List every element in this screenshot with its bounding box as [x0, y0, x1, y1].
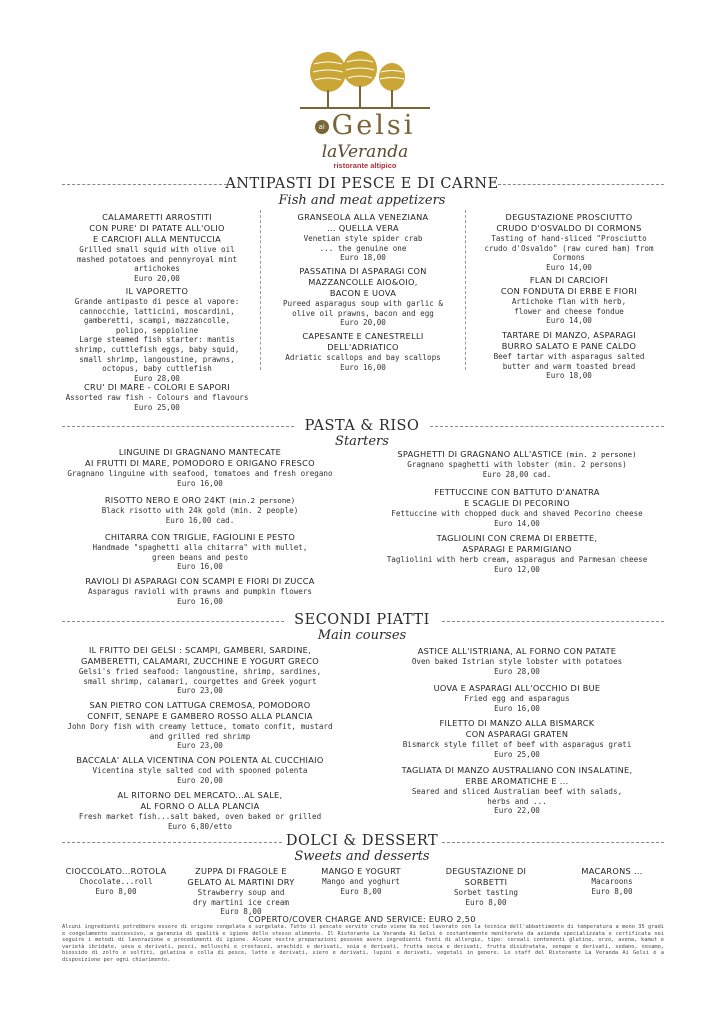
- item-desc: Artichoke flan with herb, flower and cheese fondue: [511, 297, 627, 316]
- section-subtitle-secondi: Main courses: [317, 628, 407, 643]
- allergen-notice: Alcuni ingredienti potrebbero essere di origine congelata o surgelata. Tutto il pescato servito crudo viene da noi lavorato con la tecnica dell'abbattimento di temperatura a meno 35 gradi e congelamento successivo, a garanzia di qualità e igiene dello stesso alimento. Il Ristorante La Veranda Ai Gelsi è costantemente monitorato da azienda specializzata e certificata nei seguire i metodi di lavorazione e procedimenti di igiene. Alcune nostre preparazioni possono avere ingredienti fonti di allergie, tipo: cereali contenenti glutine, orzo, avena, kamut e varietà ibridate, uova e derivati, pesci, molluschi e crostacei, arachidi e derivati, soia e derivati, frutta secca e derivati, frutta disidratata, senape e derivati, sedano, sesamo, biossido di zolfo e solfiti, gelatina e colla di pesce, latte e derivati, siero e derivati, lupini e derivati, vegetali in genere. Lo staff del Ristorante La Veranda Ai Gelsi è a disposizione per ogni chiarimento.: [62, 924, 664, 963]
- item-price: Euro 18,00: [340, 253, 386, 263]
- item-name: CRU' DI MARE - COLORI E SAPORI: [83, 382, 231, 392]
- item-price: Euro 16,00: [177, 562, 223, 572]
- section-title-antipasti: ANTIPASTI DI PESCE E DI CARNE: [225, 176, 499, 192]
- menu-item: [362, 683, 672, 713]
- item-price: Euro 28,00 cad.: [482, 469, 552, 479]
- section-title-dolci: DOLCI & DESSERT: [285, 833, 439, 849]
- item-name: IL FRITTO DEI GELSI : SCAMPI, GAMBERI, SARDINE, GAMBERETTI, CALAMARI, ZUCCHINE E YOGURT GRECO: [81, 645, 319, 666]
- item-name: FETTUCCINE CON BATTUTO D'ANATRA E SCAGLIE DI PECORINO: [434, 487, 600, 508]
- item-name: CHITARRA CON TRIGLIE, FAGIOLINI E PESTO: [104, 532, 296, 542]
- item-price: Euro 14,00: [494, 518, 540, 528]
- item-price: Euro 8,00: [95, 886, 137, 896]
- section-subtitle-dolci: Sweets and desserts: [294, 849, 430, 864]
- item-name: TARTARE DI MANZO, ASPARAGI BURRO SALATO E PANE CALDO: [501, 330, 637, 351]
- brand-prefix: ai: [315, 120, 329, 134]
- item-desc: Fried egg and asparagus: [464, 694, 570, 703]
- item-price: Euro 14,00: [546, 262, 592, 272]
- dessert-item: [416, 866, 556, 907]
- item-price: Euro 16,00: [340, 362, 386, 372]
- section-title-pasta: PASTA & RISO: [304, 418, 420, 434]
- dessert-item: [306, 866, 416, 896]
- menu-item: [40, 755, 360, 785]
- menu-item: [50, 645, 350, 696]
- item-name: TAGLIOLINI CON CREMA DI ERBETTE, ASPARAGI E PARMIGIANO: [436, 533, 598, 554]
- item-desc: Sorbet tasting: [453, 888, 518, 897]
- item-price: Euro 25,00: [134, 402, 180, 412]
- brand-tagline: ristorante altipico: [333, 161, 397, 170]
- item-name: MANGO E YOGURT: [321, 866, 401, 876]
- item-desc: Grilled small squid with olive oil mashed potatoes and pennyroyal mint artichokes: [76, 245, 237, 274]
- item-price: Euro 8,00: [591, 886, 633, 896]
- item-name: FLAN DI CARCIOFI CON FONDUTA DI ERBE E FIORI: [500, 275, 638, 296]
- item-name: ASTICE ALL'ISTRIANA, AL FORNO CON PATATE: [417, 646, 617, 656]
- item-desc: Pureed asparagus soup with garlic & olive oil prawns, bacon and egg: [282, 299, 443, 318]
- item-price: Euro 14,00: [546, 316, 592, 326]
- item-note: (min. 2 persone): [565, 450, 637, 459]
- item-name: LINGUINE DI GRAGNANO MANTECATE AI FRUTTI DI MARE, POMODORO E ORIGANO FRESCO: [85, 447, 315, 468]
- menu-item: [466, 212, 672, 272]
- item-name: GRANSEOLA ALLA VENEZIANA ... QUELLA VERA: [297, 212, 429, 233]
- item-price: Euro 16,00: [177, 478, 223, 488]
- item-desc: Tagliolini with herb cream, asparagus and Parmesan cheese: [386, 555, 648, 564]
- item-desc: Beef tartar with asparagus salted butter and warm toasted bread: [493, 352, 645, 371]
- menu-item: [466, 330, 672, 381]
- item-desc: Oven baked Istrian style lobster with potatoes: [411, 657, 623, 666]
- item-name: BACCALA' ALLA VICENTINA CON POLENTA AL CUCCHIAIO: [76, 755, 324, 765]
- dessert-item: [56, 866, 176, 896]
- item-price: Euro 23,00: [177, 741, 223, 751]
- item-price: Euro 6,80/etto: [167, 821, 232, 831]
- item-price: Euro 20,00: [134, 273, 180, 283]
- restaurant-logo: [300, 50, 430, 168]
- brand-name: ai Gelsi: [300, 110, 430, 141]
- item-desc: Gragnano linguine with seafood, tomatoes and fresh oregano: [67, 469, 333, 478]
- item-desc: Adriatic scallops and bay scallops: [285, 353, 441, 362]
- item-name: RISOTTO NERO E ORO 24KT (min.2 persone): [104, 495, 296, 505]
- item-price: Euro 28,00: [494, 666, 540, 676]
- item-desc: Macaroons: [591, 877, 633, 886]
- item-price: Euro 8,00: [465, 897, 507, 907]
- item-desc: Seared and sliced Australian beef with salads, herbs and ...: [411, 787, 623, 806]
- item-desc: Gelsi's fried seafood: langoustine, shrimp, sardines, small shrimp, calamari, courgettes and Greek yogurt: [78, 667, 322, 686]
- item-desc: Tasting of hand-sliced "Prosciutto crudo d'Osvaldo" (raw cured ham) from Cormons: [484, 234, 654, 263]
- item-name: DEGUSTAZIONE DI SORBETTI: [445, 866, 527, 887]
- menu-item: [362, 718, 672, 759]
- menu-item: [362, 533, 672, 574]
- item-price: Euro 8,00: [340, 886, 382, 896]
- menu-item: [50, 700, 350, 751]
- item-name: ZUPPA DI FRAGOLE E GELATO AL MARTINI DRY: [187, 866, 295, 887]
- item-name: CIOCCOLATO...ROTOLA: [65, 866, 167, 876]
- item-price: Euro 8,00: [220, 907, 262, 917]
- item-name: CAPESANTE E CANESTRELLI DELL'ADRIATICO: [302, 331, 424, 352]
- menu-item: [52, 382, 262, 412]
- item-name: RAVIOLI DI ASPARAGI CON SCAMPI E FIORI DI ZUCCA: [85, 576, 315, 586]
- menu-item: [262, 331, 464, 372]
- menu-item: [466, 275, 672, 326]
- item-name: MACARONS ...: [581, 866, 643, 876]
- item-desc: Fresh market fish...salt baked, oven baked or grilled: [78, 812, 322, 821]
- menu-item: [362, 765, 672, 816]
- item-desc: Mango and yoghurt: [322, 877, 400, 886]
- menu-item: [50, 447, 350, 488]
- item-name: SPAGHETTI DI GRAGNANO ALL'ASTICE (min. 2 persone): [397, 449, 637, 459]
- item-price: Euro 16,00: [494, 703, 540, 713]
- item-name: TAGLIATA DI MANZO AUSTRALIANO CON INSALATINE, ERBE AROMATICHE E ...: [401, 765, 633, 786]
- menu-item: [52, 212, 262, 283]
- item-desc: Fettuccine with chopped duck and shaved Pecorino cheese: [391, 509, 643, 518]
- item-name: CALAMARETTI ARROSTITI CON PURE' DI PATATE ALL'OLIO E CARCIOFI ALLA MENTUCCIA: [89, 212, 225, 244]
- item-desc: Handmade "spaghetti alla chitarra" with mullet, green beans and pesto: [92, 543, 308, 562]
- trees-logo-icon: [300, 50, 430, 110]
- item-price: Euro 16,00: [177, 596, 223, 606]
- item-name: DEGUSTAZIONE PROSCIUTTO CRUDO D'OSVALDO DI CORMONS: [496, 212, 642, 233]
- item-price: Euro 28,00: [134, 373, 180, 383]
- cover-charge: COPERTO/COVER CHARGE AND SERVICE: EURO 2,50: [248, 914, 476, 924]
- item-desc: Vicentina style salted cod with spooned polenta: [92, 766, 308, 775]
- item-price: Euro 16,00 cad.: [165, 515, 235, 525]
- menu-item: [362, 449, 672, 479]
- menu-item: [52, 286, 262, 383]
- item-desc: Bismarck style fillet of beef with asparagus grati: [402, 740, 632, 749]
- item-desc: Chocolate...roll: [79, 877, 153, 886]
- dessert-item: [176, 866, 306, 917]
- menu-item: [362, 487, 672, 528]
- item-price: Euro 18,00: [546, 371, 592, 381]
- item-name: FILETTO DI MANZO ALLA BISMARCK CON ASPARAGI GRATEN: [439, 718, 595, 739]
- dessert-item: [556, 866, 668, 896]
- item-price: Euro 12,00: [494, 564, 540, 574]
- menu-item: [262, 212, 464, 263]
- menu-item: [50, 495, 350, 525]
- item-desc: Assorted raw fish - Colours and flavours: [65, 393, 249, 402]
- item-desc: Gragnano spaghetti with lobster (min. 2 persons): [407, 460, 627, 469]
- item-name: UOVA E ASPARAGI ALL'OCCHIO DI BUE: [433, 683, 601, 693]
- item-price: Euro 25,00: [494, 749, 540, 759]
- section-subtitle-antipasti: Fish and meat appetizers: [278, 193, 446, 208]
- item-price: Euro 20,00: [340, 318, 386, 328]
- item-price: Euro 22,00: [494, 806, 540, 816]
- item-desc: Strawberry soup and dry martini ice cream: [192, 888, 289, 907]
- section-title-secondi: SECONDI PIATTI: [294, 612, 430, 628]
- item-note: (min.2 persone): [228, 496, 296, 505]
- menu-item: [50, 532, 350, 572]
- brand-subname: laVeranda: [321, 142, 409, 162]
- item-price: Euro 23,00: [177, 686, 223, 696]
- menu-item: [50, 790, 350, 831]
- item-name: PASSATINA DI ASPARAGI CON MAZZANCOLLE AIO&OIO, BACON E UOVA: [299, 266, 427, 298]
- item-desc: Black risotto with 24k gold (min. 2 people): [101, 506, 299, 515]
- item-desc: John Dory fish with creamy lettuce, tomato confit, mustard and grilled red shrimp: [67, 722, 333, 741]
- item-desc: Asparagus ravioli with prawns and pumpkin flowers: [87, 587, 313, 596]
- item-name: IL VAPORETTO: [125, 286, 189, 296]
- section-subtitle-pasta: Starters: [335, 434, 389, 449]
- item-name: SAN PIETRO CON LATTUGA CREMOSA, POMODORO CONFIT, SENAPE E GAMBERO ROSSO ALLA PLANCIA: [87, 700, 313, 721]
- item-desc: Venetian style spider crab ... the genuine one: [303, 234, 423, 253]
- menu-item: [362, 646, 672, 676]
- item-desc: Grande antipasto di pesce al vapore: cannocchie, latticini, moscardini, gamberetti, scampi, mazzancolle, polipo, seppioline Large steamed fish starter: mantis shrimp, cuttlefish eggs, baby squid, small shrimp, langoustine, prawns, octopus, baby cuttlefish: [74, 297, 240, 374]
- item-price: Euro 20,00: [177, 775, 223, 785]
- item-name: AL RITORNO DEL MERCATO...AL SALE, AL FORNO O ALLA PLANCIA: [117, 790, 283, 811]
- menu-item: [45, 576, 355, 606]
- menu-item: [262, 266, 464, 328]
